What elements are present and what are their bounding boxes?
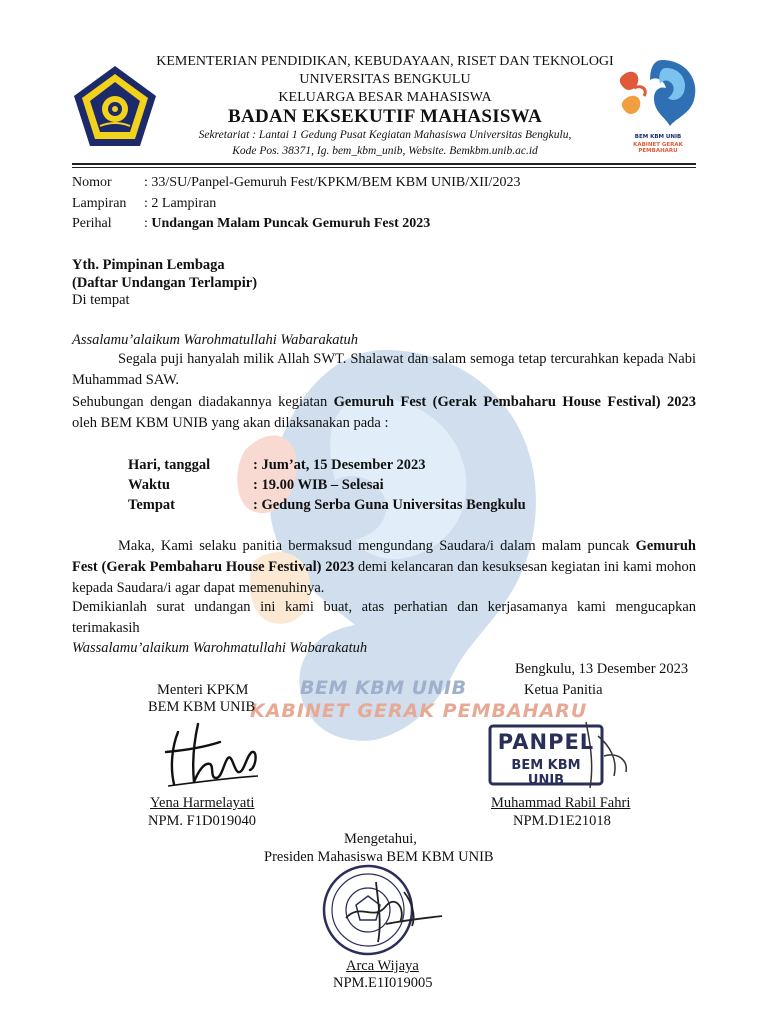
right-signer-title: Ketua Panitia	[524, 682, 603, 698]
letterhead-contact: Kode Pos. 38371, Ig. bem_kbm_unib, Website. Bemkbm.unib.ac.id	[232, 145, 538, 157]
paragraph-context-post: oleh BEM KBM UNIB yang akan dilaksanakan pada :	[72, 415, 389, 431]
place-date: Bengkulu, 13 Desember 2023	[515, 661, 689, 677]
bem-seal	[316, 862, 446, 958]
left-signer-title: Menteri KPKM	[157, 682, 249, 698]
letterhead-kbm: KELUARGA BESAR MAHASISWA	[278, 90, 492, 105]
left-signer-name: Yena Harmelayati	[150, 795, 255, 811]
nomor-value: : 33/SU/Panpel-Gemuruh Fest/KPKM/BEM KBM UNIB/XII/2023	[144, 175, 521, 190]
president-name: Arca Wijaya	[346, 958, 419, 974]
perihal-colon: :	[144, 216, 152, 231]
president-title: Presiden Mahasiswa BEM KBM UNIB	[264, 849, 494, 865]
recipient-place: Di tempat	[72, 292, 130, 308]
cabinet-logo-text1: BEM KBM UNIB	[634, 134, 682, 140]
paragraph-invitation-pre: Maka, Kami selaku panitia bermaksud mengundang Saudara/i dalam malam puncak	[118, 538, 636, 554]
event-day-value: : Jum’at, 15 Desember 2023	[253, 457, 426, 473]
perihal-value: Undangan Malam Puncak Gemuruh Fest 2023	[151, 216, 431, 231]
university-logo	[72, 64, 158, 150]
paragraph-invitation	[72, 536, 696, 599]
event-place-label: Tempat	[128, 497, 175, 513]
letterhead-ministry: KEMENTERIAN PENDIDIKAN, KEBUDAYAAN, RISET DAN TEKNOLOGI	[156, 54, 614, 69]
cabinet-logo-text2: KABINET GERAK PEMBAHARU	[633, 142, 683, 154]
perihal-label: Perihal	[72, 216, 112, 231]
watermark-text-kabinet: KABINET GERAK PEMBAHARU	[250, 700, 588, 722]
closing-greeting: Wassalamu’alaikum Warohmatullahi Wabarakatuh	[72, 640, 368, 656]
event-place-value: : Gedung Serba Guna Universitas Bengkulu	[253, 497, 526, 513]
committee-stamp	[486, 716, 636, 794]
cabinet-logo	[614, 54, 702, 152]
letterhead-bem: BADAN EKSEKUTIF MAHASISWA	[227, 106, 542, 127]
right-signer-npm: NPM.D1E21018	[513, 813, 611, 829]
event-day-label: Hari, tanggal	[128, 457, 211, 473]
paragraph-context-pre: Sehubungan dengan diadakannya kegiatan	[72, 394, 334, 410]
stamp-text-panpel: PANPEL	[497, 730, 595, 754]
letterhead-rule-thick	[72, 163, 696, 165]
letterhead-address: Sekretariat : Lantai 1 Gedung Pusat Kegiatan Mahasiswa Universitas Bengkulu,	[198, 129, 572, 141]
paragraph-closing: Demikianlah surat undangan ini kami buat, atas perhatian dan kerjasamanya kami mengucapkan terimakasih	[72, 599, 696, 636]
lampiran-label: Lampiran	[72, 196, 127, 211]
letterhead-university: UNIVERSITAS BENGKULU	[299, 72, 471, 87]
letterhead-rule-thin	[72, 167, 696, 168]
left-signer-org: BEM KBM UNIB	[148, 699, 256, 715]
president-npm: NPM.E1I019005	[333, 975, 433, 991]
recipient-title: Yth. Pimpinan Lembaga	[72, 257, 225, 273]
nomor-label: Nomor	[72, 175, 112, 190]
paragraph-invitation-event: Gemuruh Fest (Gerak Pembaharu House Festival) 2023	[72, 538, 696, 575]
paragraph-opening: Segala puji hanyalah milik Allah SWT. Shalawat dan salam semoga tetap tercurahkan kepada Nabi Muhammad SAW.	[72, 351, 696, 388]
stamp-text-bem: BEM KBM UNIB	[511, 758, 581, 788]
watermark-text-bem: BEM KBM UNIB	[300, 677, 467, 699]
greeting: Assalamu’alaikum Warohmatullahi Wabarakatuh	[72, 332, 358, 348]
event-time-value: : 19.00 WIB – Selesai	[253, 477, 384, 493]
right-signer-name: Muhammad Rabil Fahri	[491, 795, 631, 811]
paragraph-context	[72, 392, 696, 434]
mengetahui-label: Mengetahui,	[344, 831, 417, 847]
recipient-list: (Daftar Undangan Terlampir)	[72, 275, 258, 291]
perihal-line	[144, 213, 430, 234]
paragraph-context-event: Gemuruh Fest (Gerak Pembaharu House Festival) 2023	[333, 394, 696, 410]
event-time-label: Waktu	[128, 477, 170, 493]
left-signature	[158, 712, 268, 792]
left-signer-npm: NPM. F1D019040	[148, 813, 256, 829]
paragraph-invitation-post: demi kelancaran dan kesuksesan kegiatan ini kami mohon kepada Saudara/i agar dapat memenuhinya.	[72, 559, 696, 596]
lampiran-value: : 2 Lampiran	[144, 196, 217, 211]
